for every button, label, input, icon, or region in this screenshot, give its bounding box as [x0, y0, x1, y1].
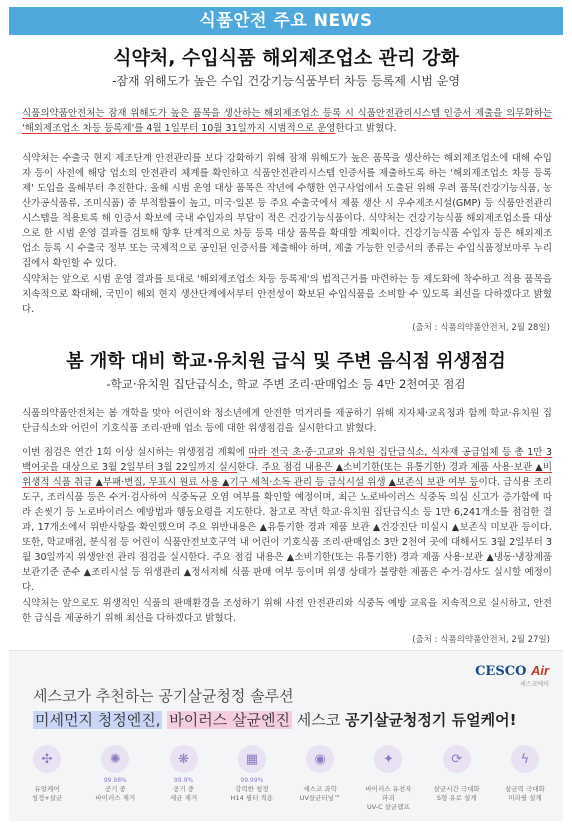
uv-lamp-icon: ◉ [306, 745, 334, 773]
feature-label: 세스코 과학 [303, 785, 337, 793]
feature-label: 듀얼케어 [34, 785, 60, 793]
feature-item [499, 745, 551, 812]
feature-badge: 99.98% [103, 777, 127, 784]
feature-list [21, 745, 551, 812]
article1-underlined-text: 식품의약품안전처는 잠재 위해도가 높은 품목을 생산하는 해외제조업소 등록 시 식품안전관리시스템 인증서 제출을 의무화하는 '해외제조업소 차등 등록제'를 4월 1일부터 10월 31일까지 시범적으로 운영 [22, 108, 552, 134]
logo-air-text: Air [530, 663, 549, 678]
feature-badge [294, 777, 346, 785]
dual-care-icon: ✣ [33, 745, 61, 773]
feature-badge: 99.99% [240, 777, 264, 784]
article2-paragraph-3: 식약처는 앞으로도 위생적인 식품의 판매환경을 조성하기 위해 사전 안전관리와 식중독 예방 교육을 지속적으로 실시하고, 안전한 급식을 제공하기 위해 최선을 다하겠다고 밝혔다. [22, 598, 552, 624]
article1-source: (출처 : 식품의약품안전처, 2월 28일) [412, 323, 550, 333]
article1-headline: 식약처, 수입식품 해외제조업소 관리 강화 [113, 47, 459, 69]
filter-icon: ▦ [238, 745, 266, 773]
cesco-advertisement [9, 650, 563, 821]
feature-item [89, 745, 141, 812]
feature-badge [499, 777, 551, 785]
article2-underlined-schedule: 따라 전국 초·중·고교와 유치원 집단급식소, 식자재 공급업체 등 총 1만 3백여곳을 대상으로 3월 2일부터 3월 22일까지 실시 [22, 447, 552, 473]
feature-sublabel: UV살균터널™ [299, 794, 341, 802]
ad-highlight-virus: 바이러스 살균엔진 [169, 711, 290, 729]
feature-badge [431, 777, 483, 785]
feature-sublabel: UV-C 살균램프 [366, 803, 410, 811]
cesco-air-logo [475, 663, 549, 688]
logo-subtext: 세스코에어 [520, 681, 549, 688]
feature-label: 살균시간 극대화 [433, 785, 480, 793]
feature-label: 바이러스 유전자 파괴 [365, 785, 412, 802]
article2-paragraph-2 [22, 445, 552, 595]
feature-sublabel: 미라필 설계 [508, 794, 542, 802]
ad-highlight-dust: 미세먼지 청정엔진, [35, 711, 161, 729]
virus-icon: ✺ [101, 745, 129, 773]
uvc-icon: ✦ [374, 745, 402, 773]
ad-product-name: 공기살균청정기 듀얼케어! [344, 711, 517, 729]
feature-badge: 99.9% [174, 777, 194, 784]
feature-item [226, 745, 278, 812]
ad-brand-text: 세스코 [291, 711, 345, 729]
article2-subhead: -학교·유치원 집단급식소, 학교 주변 조리·판매업소 등 4만 2천여곳 점검 [106, 377, 466, 391]
feature-badge [21, 777, 73, 785]
circulation-icon: ⟳ [443, 745, 471, 773]
feature-label: 강력한 청정 [235, 785, 269, 793]
feature-label: 공기 중 [104, 785, 126, 793]
article2-paragraph-2-intro: 이번 점검은 연간 1회 이상 실시하는 위생점검 계획에 [22, 447, 249, 458]
article2-underlined-items: 주요 점검 내용은 ▲소비기한(또는 유통기한) 경과 제품 사용·보관 ▲비위생적 식품 취급 ▲부패·변질, 무표시 원료 사용 ▲기구 세척·소독 관리 등 급식시설 위생 ▲보존식 보관 여부 등 [22, 462, 552, 488]
lightning-icon: ϟ [511, 745, 539, 773]
feature-sublabel: S형 유로 설계 [436, 794, 477, 802]
article2-source: (출처 : 식품의약품안전처, 2월 27일) [412, 635, 550, 645]
logo-text: CESCO [475, 664, 527, 679]
article2-paragraph-1: 식품의약품안전처는 봄 개학을 맞아 어린이와 청소년에게 안전한 먹거리를 제공하기 위해 지자체·교육청과 함께 학교·유치원 집단급식소와 어린이 기호식품 조리·판매 업소 등에 대한 위생점검을 실시한다고 밝혔다. [22, 408, 552, 434]
feature-item [21, 745, 73, 812]
feature-item [431, 745, 483, 812]
feature-item [362, 745, 414, 812]
bacteria-icon: ❋ [170, 745, 198, 773]
feature-label: 공기 중 [173, 785, 195, 793]
feature-sublabel: 바이러스 제거 [95, 794, 136, 802]
article2-headline: 봄 개학 대비 학교·유치원 급식 및 주변 음식점 위생점검 [66, 351, 506, 372]
article1-paragraph-3: 식약처는 앞으로 시범 운영 결과를 토대로 '해외제조업소 차등 등록제'의 법적근거를 마련하는 등 제도화에 착수하고 적용 품목을 지속적으로 확대해, 국민이 해외 현지 생산단계에서부터 안전성이 확보된 수입식품을 소비할 수 있도록 최선을 다하겠다고 밝혔다. [22, 274, 552, 315]
article1-subhead: -잠재 위해도가 높은 수입 건강기능식품부터 차등 등록제 시범 운영 [112, 74, 460, 88]
article1-paragraph-1-tail: 한다고 밝혔다. [335, 123, 397, 134]
feature-item [294, 745, 346, 812]
feature-item [158, 745, 210, 812]
article1-paragraph-2: 식약처는 수출국 현지 제조단계 안전관리를 보다 강화하기 위해 잠재 위해도가 높은 품목을 생산하는 해외제조업소에 대해 수입자 등이 사전에 해당 업소의 안전관리 체계를 확인하고 식품안전관리시스템 인증서를 제출하도록 하는 '해외제조업소 차등 등록제' 도입을 올해부터 추진한다. 올해 시범 운영 대상 품목은 작년에 수행한 연구사업에서 도출된 위해 우려 품목(건강기능식품, 농산가공식품류, 조미식품) 중 부적합률이 높고, 미국·일본 등 주요 수출국에서 제품 생산 시 우수제조시설(GMP) 등 식품안전관리시스템을 적용토록 해 인증서 확보에 국내 수입자의 부담이 적은 건강기능식품이다. 식약처는 건강기능식품 해외제조업소를 대상으로 한 시범 운영 결과를 검토해 향후 단계적으로 차등 등록 대상 품목을 확대할 계획이다. 건강기능식품 수입자 등은 해외제조업소 등록 시 수출국 정부 또는 국제적으로 공인된 인증서를 제출해야 하며, 제출 가능한 인증서의 종류는 수입식품정보마루 누리집에서 확인할 수 있다. [22, 153, 552, 269]
news-banner: 식품안전 주요 NEWS [9, 7, 563, 35]
article2-paragraph-2-rest: 이다. 급식용 조리도구, 조리식품 등은 수거·검사하여 식중독균 오염 여부를 확인할 예정이며, 최근 노로바이러스 식중독 의심 신고가 증가함에 따라 손씻기 등 노로바이러스 예방법과 행동요령을 지도한다. 참고로 작년 학교·유치원 집단급식소 등 1만 6,241개소를 점검한 결과, 17개소에서 위반사항을 확인했으며 주요 위반내용은 ▲유통기한 경과 제품 보관 ▲건강진단 미실시 ▲보존식 미보관 등이다. 또한, 학교매점, 분식점 등 어린이 식품안전보호구역 내 어린이 기호식품 조리·판매업소 3만 2천여 곳에 대해서도 3월 2일부터 3월 30일까지 위생안전 관리 점검을 실시한다. 주요 점검 내용은 ▲소비기한(또는 유통기한) 경과 제품 사용·보관 ▲냉동·냉장제품 보관기준 준수 ▲조리시설 등 위생관리 ▲정서저해 식품 판매 여부 등이며 위생 상태가 불량한 제품은 수거·검사도 실시할 예정이다. [22, 477, 552, 593]
feature-sublabel: 청정+살균 [31, 794, 63, 802]
feature-sublabel: H14 필터 적용 [230, 794, 274, 802]
ad-tagline: 세스코가 추천하는 공기살균청정 솔루션 [33, 687, 294, 705]
feature-label: 살균력 극대화 [505, 785, 545, 793]
feature-sublabel: 세균 제거 [169, 794, 198, 802]
article1-paragraph-1 [22, 106, 552, 136]
feature-badge [362, 777, 414, 785]
article2-paragraph-2-mid: 한다. [237, 462, 262, 473]
logo-wordmark [475, 663, 549, 679]
ad-headline [33, 709, 516, 730]
